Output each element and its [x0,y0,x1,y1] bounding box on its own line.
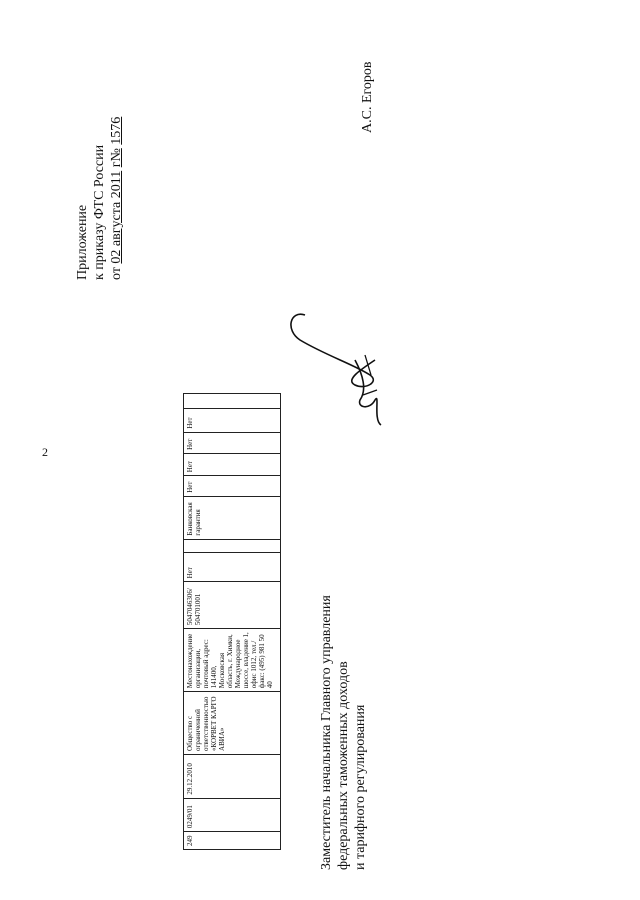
cell-org-name: Общество с ограниченной ответственностью «КОРВЕТ КАРГО АВИА» [184,692,281,755]
appendix-order-ref: к приказу ФТС России [92,144,107,280]
appendix-header [74,117,125,280]
register-table-container [183,393,281,850]
cell-col8 [184,539,281,553]
cell-address: Местонахождение организации, почтовый адрес: 141400, Московская область, г. Химки, Международное шоссе, владение 1, офис 1012, тел./факс: (495) 981 50 40 [184,629,281,692]
table-row [184,394,281,850]
cell-guarantee: Банковская гарантия [184,496,281,539]
handwritten-signature [285,300,395,430]
cell-date: 29.12.2010 [184,754,281,798]
cell-col13: Нет [184,409,281,433]
cell-col11: Нет [184,453,281,475]
cell-inn-kpp: 5047046306/ 504701001 [184,582,281,629]
appendix-number: 1576 [109,116,124,145]
cell-col10: Нет [184,476,281,496]
cell-number: 249 [184,832,281,850]
appendix-title: Приложение [75,204,90,280]
signer-name: А.С. Егоров [360,61,375,133]
cell-col14 [184,394,281,409]
signer-title: Заместитель начальника Главного управления федеральных таможенных доходов и тарифного регулирования [319,595,368,870]
appendix-date: 02 августа 2011 [109,170,124,264]
appendix-date-line: от 02 августа 2011 г№ 1576 [109,116,124,280]
cell-col12: Нет [184,432,281,453]
cell-col7: Нет [184,553,281,582]
cell-code: 0249/01 [184,798,281,831]
register-table [183,393,281,850]
page-number: 2 [42,445,48,459]
